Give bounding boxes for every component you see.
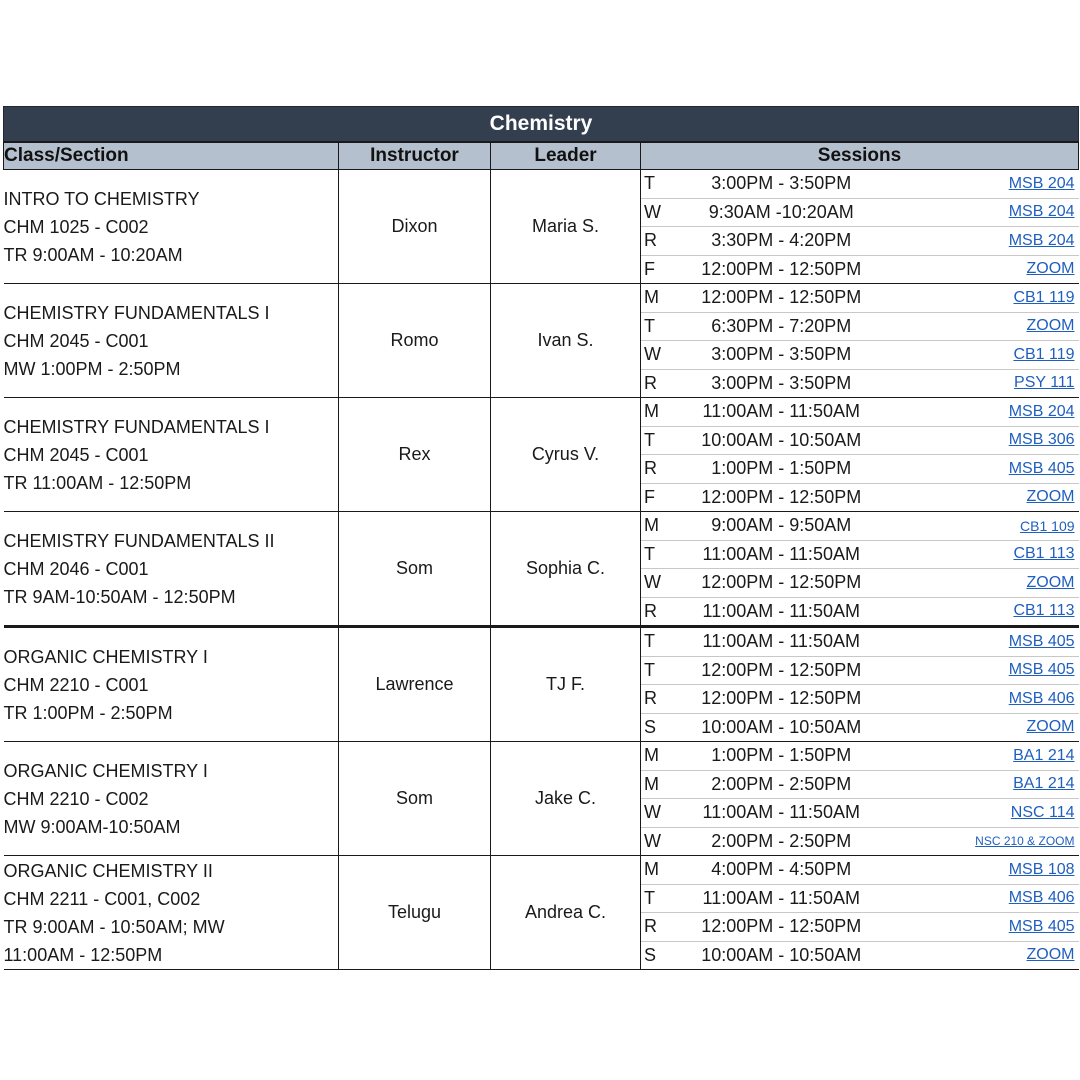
session-time: 12:00PM - 12:50PM	[701, 258, 862, 279]
session-location-link[interactable]: MSB 405	[1008, 632, 1075, 650]
session-row	[641, 714, 1079, 742]
table-row	[4, 856, 1079, 970]
table-row	[4, 284, 1079, 398]
session-location-link[interactable]: MSB 108	[1008, 860, 1075, 878]
class-section-line: TR 9:00AM - 10:50AM; MW	[3, 916, 225, 937]
session-day: R	[644, 688, 657, 709]
instructor-cell: Som	[339, 512, 491, 627]
class-section-line: ORGANIC CHEMISTRY I	[3, 646, 208, 667]
session-row	[641, 885, 1079, 914]
session-time: 10:00AM - 10:50AM	[701, 429, 862, 450]
leader-cell: Sophia C.	[491, 512, 641, 627]
sessions-cell	[641, 512, 1079, 627]
session-day: W	[644, 830, 661, 851]
session-location-link[interactable]: CB1 109	[1020, 517, 1075, 534]
session-day: R	[644, 230, 657, 251]
session-time: 3:00PM - 3:50PM	[711, 173, 852, 194]
session-list	[641, 512, 1079, 625]
session-location-link[interactable]: ZOOM	[1026, 946, 1075, 964]
class-section-line: CHM 2210 - C001	[3, 674, 149, 695]
session-day: T	[644, 429, 655, 450]
session-row	[641, 598, 1079, 626]
session-time: 9:30AM -10:20AM	[708, 201, 854, 222]
session-day: M	[644, 515, 659, 536]
table-title: Chemistry	[4, 107, 1079, 143]
session-time: 12:00PM - 12:50PM	[701, 572, 862, 593]
session-row	[641, 427, 1079, 456]
table-row	[4, 627, 1079, 742]
sessions-cell	[641, 627, 1079, 742]
session-row	[641, 799, 1079, 828]
session-row	[641, 628, 1079, 657]
class-section-line: ORGANIC CHEMISTRY I	[3, 760, 208, 781]
session-day: R	[644, 372, 657, 393]
session-day: W	[644, 201, 661, 222]
session-time: 3:30PM - 4:20PM	[711, 230, 852, 251]
session-row	[641, 398, 1079, 427]
session-day: F	[644, 258, 655, 279]
session-location-link[interactable]: MSB 405	[1008, 661, 1075, 679]
session-time: 12:00PM - 12:50PM	[701, 916, 862, 937]
session-list	[641, 398, 1079, 511]
instructor-cell: Romo	[339, 284, 491, 398]
session-time: 12:00PM - 12:50PM	[701, 486, 862, 507]
class-section-cell	[4, 170, 339, 284]
title-row	[4, 107, 1079, 143]
session-day: R	[644, 600, 657, 621]
session-row	[641, 170, 1079, 199]
class-section-line: CHEMISTRY FUNDAMENTALS I	[3, 302, 270, 323]
session-day: W	[644, 802, 661, 823]
session-time: 3:00PM - 3:50PM	[711, 344, 852, 365]
session-day: F	[644, 486, 655, 507]
session-list	[641, 628, 1079, 741]
session-location-link[interactable]: ZOOM	[1026, 317, 1075, 335]
class-section-line: TR 9AM-10:50AM - 12:50PM	[3, 586, 236, 607]
session-location-link[interactable]: ZOOM	[1026, 718, 1075, 736]
session-row	[641, 199, 1079, 228]
session-day: R	[644, 458, 657, 479]
session-row	[641, 771, 1079, 800]
class-section-line: CHM 1025 - C002	[3, 216, 149, 237]
session-day: W	[644, 344, 661, 365]
session-location-link[interactable]: MSB 204	[1008, 203, 1075, 221]
session-time: 10:00AM - 10:50AM	[701, 944, 862, 965]
session-location-link[interactable]: MSB 406	[1008, 689, 1075, 707]
session-row	[641, 913, 1079, 942]
sessions-cell	[641, 398, 1079, 512]
session-time: 12:00PM - 12:50PM	[701, 659, 862, 680]
sessions-cell	[641, 284, 1079, 398]
table-row	[4, 398, 1079, 512]
session-location-link[interactable]: ZOOM	[1026, 573, 1075, 591]
session-location-link[interactable]: CB1 119	[1013, 288, 1075, 306]
session-time: 11:00AM - 11:50AM	[702, 631, 860, 652]
session-day: T	[644, 631, 655, 652]
session-location-link[interactable]: NSC 210 & ZOOM	[975, 834, 1075, 849]
leader-cell: Andrea C.	[491, 856, 641, 970]
class-section-cell	[4, 398, 339, 512]
session-location-link[interactable]: BA1 214	[1013, 775, 1075, 793]
class-section-cell	[4, 742, 339, 856]
session-location-link[interactable]: MSB 406	[1008, 889, 1075, 907]
header-class-section: Class/Section	[4, 142, 339, 170]
session-row	[641, 657, 1079, 686]
instructor-cell: Som	[339, 742, 491, 856]
class-section-line: 11:00AM - 12:50PM	[3, 944, 163, 965]
session-day: S	[644, 944, 657, 965]
session-time: 4:00PM - 4:50PM	[711, 859, 852, 880]
session-time: 2:00PM - 2:50PM	[711, 830, 852, 851]
sessions-cell	[641, 742, 1079, 856]
header-row	[4, 142, 1079, 170]
session-time: 11:00AM - 11:50AM	[702, 600, 860, 621]
session-location-link[interactable]: MSB 204	[1008, 231, 1075, 249]
session-time: 1:00PM - 1:50PM	[711, 745, 852, 766]
class-section-line: TR 9:00AM - 10:20AM	[3, 244, 183, 265]
session-location-link[interactable]: MSB 306	[1008, 431, 1075, 449]
sessions-cell	[641, 856, 1079, 970]
session-time: 12:00PM - 12:50PM	[701, 688, 862, 709]
class-section-line: TR 1:00PM - 2:50PM	[3, 702, 173, 723]
session-location-link[interactable]: BA1 214	[1013, 746, 1075, 764]
class-section-cell	[4, 856, 339, 970]
session-row	[641, 256, 1079, 284]
schedule-table	[3, 106, 1079, 970]
session-day: M	[644, 287, 659, 308]
session-location-link[interactable]: MSB 204	[1008, 174, 1075, 192]
instructor-cell: Dixon	[339, 170, 491, 284]
session-day: M	[644, 859, 659, 880]
session-day: R	[644, 916, 657, 937]
session-day: M	[644, 773, 659, 794]
class-section-line: CHM 2046 - C001	[3, 558, 149, 579]
class-section-cell	[4, 284, 339, 398]
session-day: T	[644, 543, 655, 564]
class-section-line: CHEMISTRY FUNDAMENTALS I	[3, 416, 270, 437]
leader-cell: Jake C.	[491, 742, 641, 856]
class-section-line: CHM 2045 - C001	[3, 444, 149, 465]
table-row	[4, 742, 1079, 856]
session-row	[641, 313, 1079, 342]
table-row	[4, 512, 1079, 627]
session-time: 11:00AM - 11:50AM	[702, 543, 860, 564]
session-list	[641, 170, 1079, 283]
session-time: 1:00PM - 1:50PM	[711, 458, 852, 479]
session-day: S	[644, 716, 657, 737]
header-sessions: Sessions	[641, 142, 1079, 170]
leader-cell: Ivan S.	[491, 284, 641, 398]
session-time: 9:00AM - 9:50AM	[711, 515, 852, 536]
session-time: 6:30PM - 7:20PM	[711, 315, 852, 336]
class-section-line: CHEMISTRY FUNDAMENTALS II	[3, 530, 275, 551]
table-body	[4, 170, 1079, 970]
header-instructor: Instructor	[339, 142, 491, 170]
session-location-link[interactable]: CB1 113	[1013, 545, 1075, 563]
session-day: T	[644, 315, 655, 336]
instructor-cell: Telugu	[339, 856, 491, 970]
session-row	[641, 455, 1079, 484]
class-section-cell	[4, 512, 339, 627]
session-row	[641, 341, 1079, 370]
session-day: W	[644, 572, 661, 593]
header-leader: Leader	[491, 142, 641, 170]
class-section-line: CHM 2045 - C001	[3, 330, 149, 351]
sessions-cell	[641, 170, 1079, 284]
session-row	[641, 370, 1079, 398]
class-section-cell	[4, 627, 339, 742]
class-section-line: INTRO TO CHEMISTRY	[3, 188, 200, 209]
session-list	[641, 856, 1079, 969]
session-row	[641, 284, 1079, 313]
session-location-link[interactable]: MSB 405	[1008, 917, 1075, 935]
class-section-line: TR 11:00AM - 12:50PM	[3, 472, 192, 493]
session-list	[641, 742, 1079, 855]
session-location-link[interactable]: MSB 405	[1008, 459, 1075, 477]
session-time: 11:00AM - 11:50AM	[702, 887, 860, 908]
session-location-link[interactable]: NSC 114	[1010, 803, 1075, 821]
session-location-link[interactable]: MSB 204	[1008, 402, 1075, 420]
class-section-line: CHM 2210 - C002	[3, 788, 149, 809]
session-row	[641, 685, 1079, 714]
leader-cell: Cyrus V.	[491, 398, 641, 512]
session-day: M	[644, 745, 659, 766]
leader-cell: Maria S.	[491, 170, 641, 284]
session-time: 3:00PM - 3:50PM	[711, 372, 852, 393]
session-location-link[interactable]: ZOOM	[1026, 488, 1075, 506]
class-section-line: ORGANIC CHEMISTRY II	[3, 860, 213, 881]
session-location-link[interactable]: CB1 113	[1013, 602, 1075, 620]
session-day: T	[644, 173, 655, 194]
session-row	[641, 484, 1079, 512]
session-day: M	[644, 401, 659, 422]
session-row	[641, 512, 1079, 541]
session-row	[641, 828, 1079, 856]
session-day: T	[644, 887, 655, 908]
session-time: 11:00AM - 11:50AM	[702, 401, 860, 422]
session-row	[641, 227, 1079, 256]
session-location-link[interactable]: ZOOM	[1026, 260, 1075, 278]
class-section-line: CHM 2211 - C001, C002	[3, 888, 201, 909]
leader-cell: TJ F.	[491, 627, 641, 742]
session-row	[641, 569, 1079, 598]
class-section-line: MW 9:00AM-10:50AM	[3, 816, 181, 837]
session-time: 2:00PM - 2:50PM	[711, 773, 852, 794]
session-row	[641, 942, 1079, 970]
instructor-cell: Lawrence	[339, 627, 491, 742]
session-time: 12:00PM - 12:50PM	[701, 287, 862, 308]
session-row	[641, 742, 1079, 771]
session-day: T	[644, 659, 655, 680]
session-time: 10:00AM - 10:50AM	[701, 716, 862, 737]
table-row	[4, 170, 1079, 284]
class-section-line: MW 1:00PM - 2:50PM	[3, 358, 181, 379]
instructor-cell: Rex	[339, 398, 491, 512]
session-location-link[interactable]: CB1 119	[1013, 345, 1075, 363]
session-time: 11:00AM - 11:50AM	[702, 802, 860, 823]
session-row	[641, 856, 1079, 885]
session-location-link[interactable]: PSY 111	[1014, 374, 1075, 392]
session-row	[641, 541, 1079, 570]
session-list	[641, 284, 1079, 397]
